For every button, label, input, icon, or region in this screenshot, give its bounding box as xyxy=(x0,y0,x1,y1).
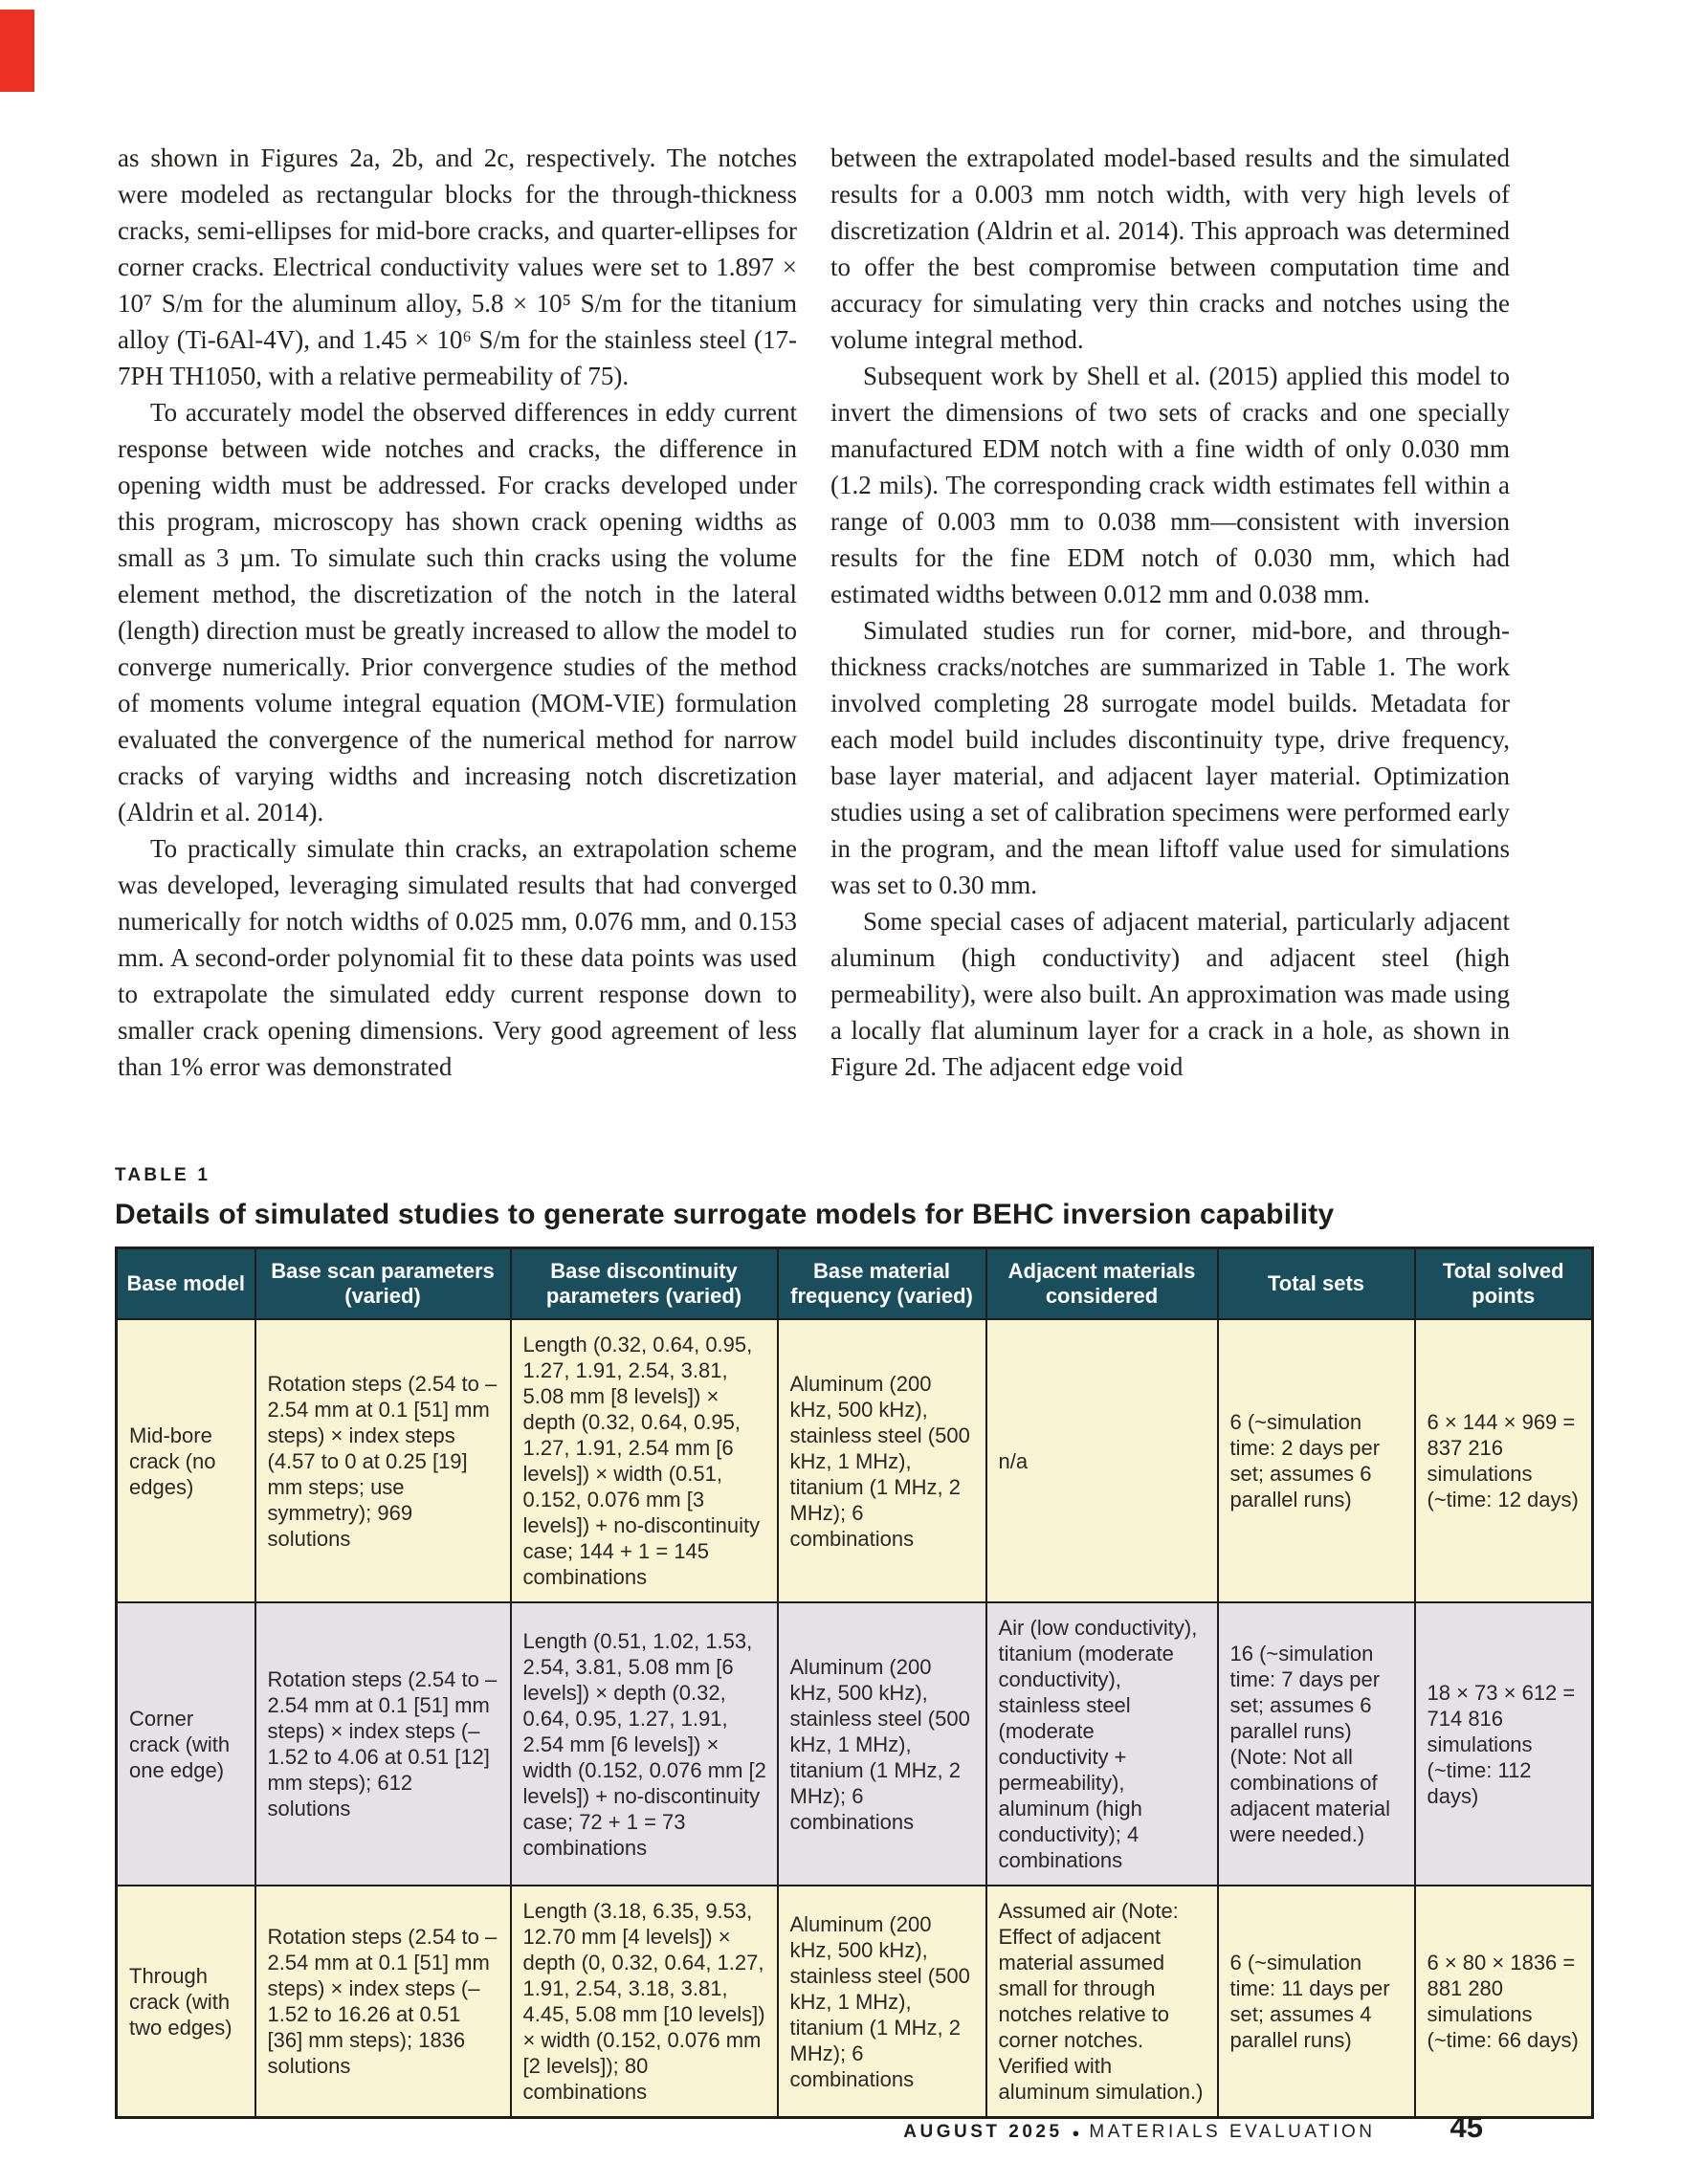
table-cell: Aluminum (200 kHz, 500 kHz), stainless steel (500 kHz, 1 MHz), titanium (1 MHz, 2 MHz); 6 combinations xyxy=(778,1602,986,1886)
text-column-right xyxy=(830,140,1510,1085)
table-title: Details of simulated studies to generate surrogate models for BEHC inversion capability xyxy=(115,1199,1335,1230)
table-section xyxy=(115,1165,1591,2119)
table-cell: Rotation steps (2.54 to –2.54 mm at 0.1 [51] mm steps) × index steps (4.57 to 0 at 0.25 [19] mm steps; use symmetry); 969 solutions xyxy=(255,1319,511,1602)
table-cell: Length (0.32, 0.64, 0.95, 1.27, 1.91, 2.54, 3.81, 5.08 mm [8 levels]) × depth (0.32, 0.64, 0.95, 1.27, 1.91, 2.54 mm [6 levels]) × width (0.51, 0.152, 0.076 mm [3 levels]) + no-discontinuity case; 144 + 1 = 145 combinations xyxy=(511,1319,778,1602)
table-row xyxy=(117,1886,1593,2118)
table-cell: Rotation steps (2.54 to –2.54 mm at 0.1 [51] mm steps) × index steps (–1.52 to 4.06 at 0.51 [12] mm steps); 612 solutions xyxy=(255,1602,511,1886)
paragraph: between the extrapolated model-based results and the simulated results for a 0.003 mm notch width, with very high levels of discretization (Aldrin et al. 2014). This approach was determined to offer the best compromise between computation time and accuracy for simulating very thin cracks and notches using the volume integral method. xyxy=(830,143,1510,354)
data-table xyxy=(115,1246,1594,2119)
table-cell: Mid-bore crack (no edges) xyxy=(117,1319,255,1602)
paragraph: Some special cases of adjacent material, particularly adjacent aluminum (high conductivity) and adjacent steel (high permeability), were also built. An approximation was made using a locally flat aluminum layer for a crack in a hole, as shown in Figure 2d. The adjacent edge void xyxy=(830,907,1510,1081)
table-cell: 6 (~simulation time: 11 days per set; assumes 4 parallel runs) xyxy=(1218,1886,1415,2118)
page-footer xyxy=(903,2110,1483,2145)
text-column-left xyxy=(118,140,797,1085)
footer-issue: AUGUST 2025 xyxy=(903,2122,1063,2142)
table-cell: 16 (~simulation time: 7 days per set; assumes 6 parallel runs) (Note: Not all combinations of adjacent material were needed.) xyxy=(1218,1602,1415,1886)
table-cell: Aluminum (200 kHz, 500 kHz), stainless steel (500 kHz, 1 MHz), titanium (1 MHz, 2 MHz); 6 combinations xyxy=(778,1886,986,2118)
column-header: Base discontinuity parameters (varied) xyxy=(511,1248,778,1320)
column-header: Base model xyxy=(117,1248,255,1320)
table-label: TABLE 1 xyxy=(115,1165,211,1185)
column-header: Base material frequency (varied) xyxy=(778,1248,986,1320)
page-number: 45 xyxy=(1450,2110,1483,2144)
table-cell: Aluminum (200 kHz, 500 kHz), stainless steel (500 kHz, 1 MHz), titanium (1 MHz, 2 MHz); 6 combinations xyxy=(778,1319,986,1602)
table-cell: 6 × 80 × 1836 = 881 280 simulations (~time: 66 days) xyxy=(1415,1886,1593,2118)
table-cell: 6 (~simulation time: 2 days per set; assumes 6 parallel runs) xyxy=(1218,1319,1415,1602)
table-cell: 6 × 144 × 969 = 837 216 simulations (~time: 12 days) xyxy=(1415,1319,1593,1602)
paragraph: Subsequent work by Shell et al. (2015) applied this model to invert the dimensions of two sets of cracks and one specially manufactured EDM notch with a fine width of only 0.030 mm (1.2 mils). The corresponding crack width estimates fell within a range of 0.003 mm to 0.038 mm—consistent with inversion results for the fine EDM notch of 0.030 mm, which had estimated widths between 0.012 mm and 0.038 mm. xyxy=(830,362,1510,608)
page-edge-marker xyxy=(0,10,34,92)
column-header: Adjacent materials considered xyxy=(986,1248,1218,1320)
column-header: Total solved points xyxy=(1415,1248,1593,1320)
column-header: Total sets xyxy=(1218,1248,1415,1320)
article-body xyxy=(118,140,1510,1085)
table-header-row xyxy=(117,1248,1593,1320)
table-row xyxy=(117,1602,1593,1886)
table-cell: Assumed air (Note: Effect of adjacent material assumed small for through notches relative to corner notches. Verified with aluminum simulation.) xyxy=(986,1886,1218,2118)
footer-journal: MATERIALS EVALUATION xyxy=(1089,2122,1376,2142)
separator-dot: ● xyxy=(1072,2126,1080,2140)
paragraph: Simulated studies run for corner, mid-bore, and through-thickness cracks/notches are summarized in Table 1. The work involved completing 28 surrogate model builds. Metadata for each model build includes discontinuity type, drive frequency, base layer material, and adjacent layer material. Optimization studies using a set of calibration specimens were performed early in the program, and the mean liftoff value used for simulations was set to 0.30 mm. xyxy=(830,616,1510,899)
table-cell: Length (0.51, 1.02, 1.53, 2.54, 3.81, 5.08 mm [6 levels]) × depth (0.32, 0.64, 0.95, 1.27, 1.91, 2.54 mm [6 levels]) × width (0.152, 0.076 mm [2 levels]) + no-discontinuity case; 72 + 1 = 73 combinations xyxy=(511,1602,778,1886)
table-cell: Corner crack (with one edge) xyxy=(117,1602,255,1886)
paragraph: as shown in Figures 2a, 2b, and 2c, respectively. The notches were modeled as rectangular blocks for the through-thickness cracks, semi-ellipses for mid-bore cracks, and quarter-ellipses for corner cracks. Electrical conductivity values were set to 1.897 × 10⁷ S/m for the aluminum alloy, 5.8 × 10⁵ S/m for the titanium alloy (Ti-6Al-4V), and 1.45 × 10⁶ S/m for the stainless steel (17-7PH TH1050, with a relative permeability of 75). xyxy=(118,143,797,390)
table-cell: Length (3.18, 6.35, 9.53, 12.70 mm [4 levels]) × depth (0, 0.32, 0.64, 1.27, 1.91, 2.54, 3.18, 3.81, 4.45, 5.08 mm [10 levels]) × width (0.152, 0.076 mm [2 levels]); 80 combinations xyxy=(511,1886,778,2118)
table-row xyxy=(117,1319,1593,1602)
table-cell: Through crack (with two edges) xyxy=(117,1886,255,2118)
paragraph: To accurately model the observed differences in eddy current response between wide notches and cracks, the difference in opening width must be addressed. For cracks developed under this program, microscopy has shown crack opening widths as small as 3 µm. To simulate such thin cracks using the volume element method, the discretization of the notch in the lateral (length) direction must be greatly increased to allow the model to converge numerically. Prior convergence studies of the method of moments volume integral equation (MOM-VIE) formulation evaluated the convergence of the numerical method for narrow cracks of varying widths and increasing notch discretization (Aldrin et al. 2014). xyxy=(118,398,797,827)
table-cell: Air (low conductivity), titanium (moderate conductivity), stainless steel (moderate conductivity + permeability), aluminum (high conductivity); 4 combinations xyxy=(986,1602,1218,1886)
table-cell: 18 × 73 × 612 = 714 816 simulations (~time: 112 days) xyxy=(1415,1602,1593,1886)
paragraph: To practically simulate thin cracks, an extrapolation scheme was developed, leveraging simulated results that had converged numerically for notch widths of 0.025 mm, 0.076 mm, and 0.153 mm. A second-order polynomial fit to these data points was used to extrapolate the simulated eddy current response down to smaller crack opening dimensions. Very good agreement of less than 1% error was demonstrated xyxy=(118,834,797,1081)
table-cell: Rotation steps (2.54 to –2.54 mm at 0.1 [51] mm steps) × index steps (–1.52 to 16.26 at 0.51 [36] mm steps); 1836 solutions xyxy=(255,1886,511,2118)
table-cell: n/a xyxy=(986,1319,1218,1602)
column-header: Base scan parameters (varied) xyxy=(255,1248,511,1320)
